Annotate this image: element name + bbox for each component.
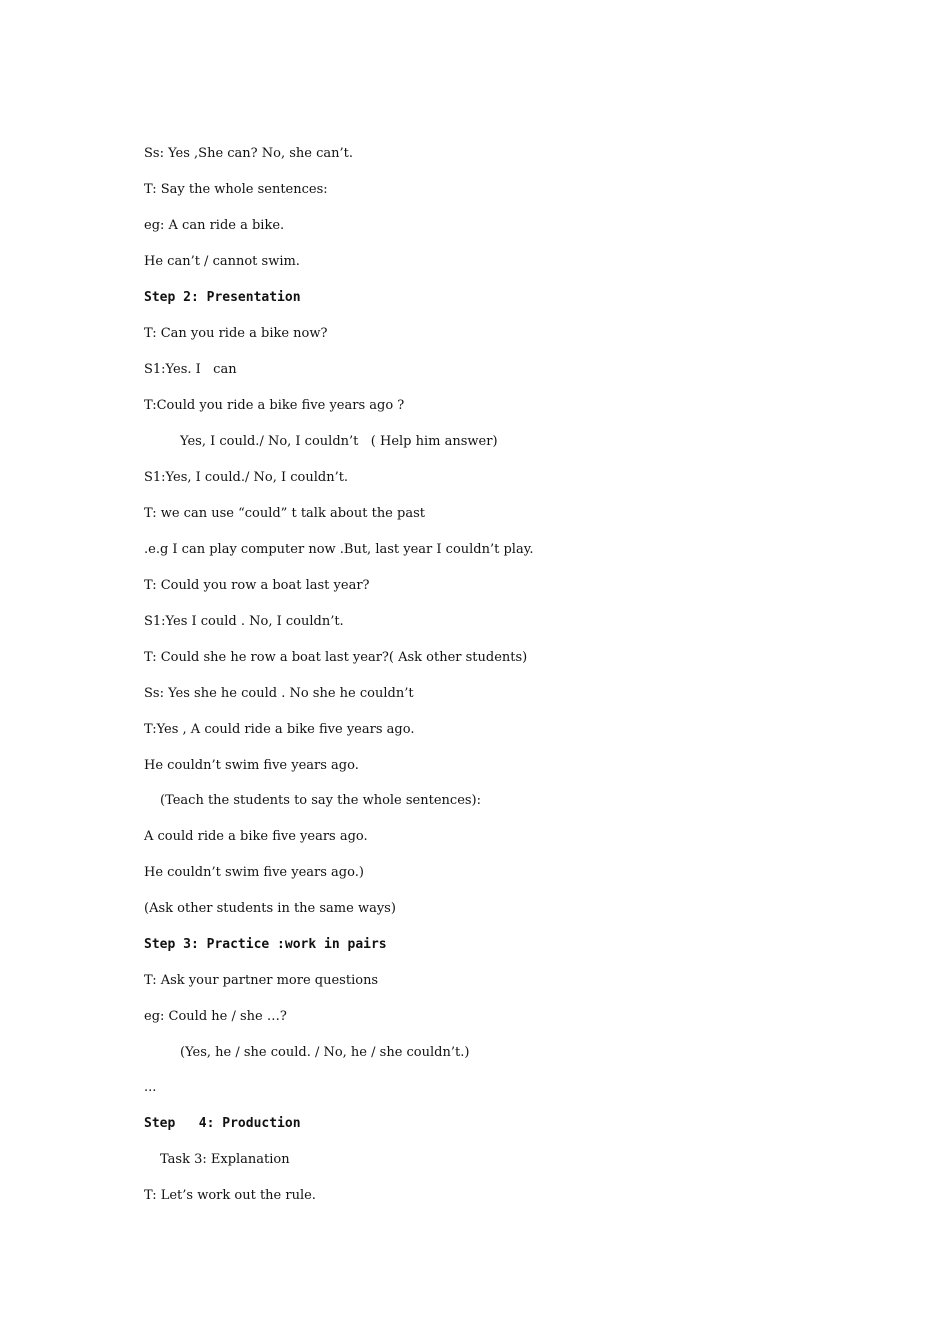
text-line: T: Could she he row a boat last year?( Ask other students)	[144, 650, 528, 665]
text-line: A could ride a bike five years ago.	[144, 829, 368, 844]
text-line: Yes, I could./ No, I couldn’t ( Help him answer)	[180, 434, 498, 449]
text-line: eg: A can ride a bike.	[144, 218, 285, 233]
text-line: T: Can you ride a bike now?	[144, 326, 328, 341]
text-line: T: Let’s work out the rule.	[144, 1188, 316, 1203]
text-line: Ss: Yes she he could . No she he couldn’t	[144, 686, 414, 701]
text-line: S1:Yes. I can	[144, 362, 237, 377]
text-line: (Ask other students in the same ways)	[144, 901, 396, 916]
section-heading: Step 3: Practice :work in pairs	[144, 937, 387, 952]
text-line: S1:Yes, I could./ No, I couldn’t.	[144, 470, 349, 485]
text-line: ...	[144, 1080, 157, 1095]
text-line: S1:Yes I could . No, I couldn’t.	[144, 614, 344, 629]
text-line: He can’t / cannot swim.	[144, 254, 300, 269]
text-line: T:Could you ride a bike five years ago ?	[144, 398, 405, 413]
text-line: eg: Could he / she …?	[144, 1009, 287, 1024]
text-line: He couldn’t swim five years ago.	[144, 758, 359, 773]
text-line: T: Say the whole sentences:	[144, 182, 328, 197]
text-line: Ss: Yes ,She can? No, she can’t.	[144, 146, 354, 161]
text-line: (Teach the students to say the whole sentences):	[160, 793, 482, 808]
text-line: T: we can use “could” t talk about the past	[144, 506, 425, 521]
text-line: T: Could you row a boat last year?	[144, 578, 370, 593]
text-line: T:Yes , A could ride a bike five years ago.	[144, 722, 415, 737]
section-heading: Step 4: Production	[144, 1116, 301, 1131]
section-heading: Step 2: Presentation	[144, 290, 301, 305]
text-line: He couldn’t swim five years ago.)	[144, 865, 364, 880]
text-line: Task 3: Explanation	[160, 1152, 290, 1167]
text-line: T: Ask your partner more questions	[144, 973, 379, 988]
text-line: .e.g I can play computer now .But, last year I couldn’t play.	[144, 542, 534, 557]
text-line: (Yes, he / she could. / No, he / she couldn’t.)	[180, 1045, 470, 1060]
